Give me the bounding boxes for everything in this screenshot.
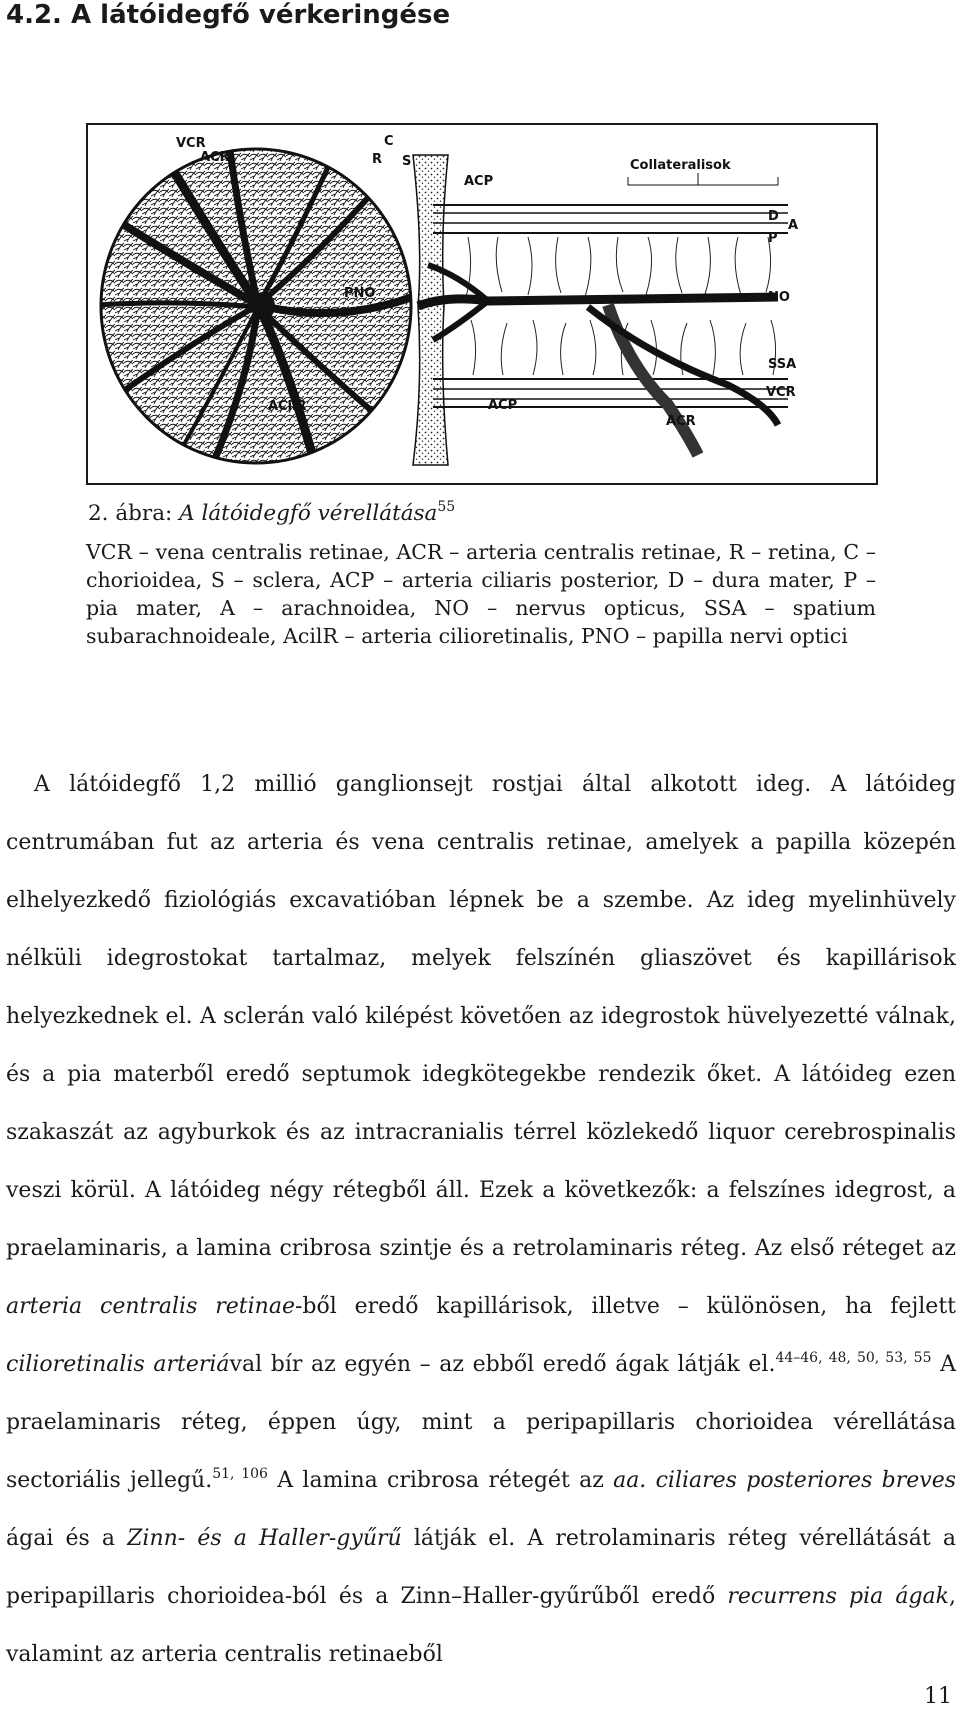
body-italic-4: Zinn- és a Haller-gyűrű xyxy=(127,1526,402,1551)
figure-caption xyxy=(86,500,876,650)
label-pno: PNO xyxy=(344,286,376,301)
body-segment-8: , valamint az arteria centralis retinaeből xyxy=(6,1584,956,1667)
body-segment-1: A látóidegfő 1,2 millió ganglionsejt rostjai által alkotott ideg. A látóideg centrumában fut az arteria és vena centralis retinae, amelyek a papilla közepén elhelyezkedő fiziológiás excavatióban lépnek be a szembe. Az ideg myelinhüvely nélküli idegrostokat tartalmaz, melyek felszínén gliaszövet és kapillárisok helyezkednek el. A sclerán való kilépést követően az idegrostok hüvelyezetté válnak, és a pia materből eredő septumok idegkötegekbe rendezik őket. A látóideg ezen szakaszát az agyburkok és az intracranialis térrel közlekedő liquor cerebrospinalis veszi körül. A látóideg négy rétegből áll. Ezek a következők: a felszínes idegrost, a praelaminaris, a lamina cribrosa szintje és a retrolaminaris réteg. Az első réteget az xyxy=(6,772,956,1261)
body-segment-7: látják el. A retrolaminaris réteg vérellátását a peripapillaris chorioidea-ból és a Zinn–Haller-gyűrűből eredő xyxy=(6,1526,956,1609)
label-r: R xyxy=(372,152,383,167)
body-paragraph xyxy=(6,756,956,1684)
body-italic-1: arteria centralis retinae xyxy=(6,1294,295,1319)
label-acp-top: ACP xyxy=(464,174,494,189)
label-a: A xyxy=(788,218,799,233)
label-acr-top: ACR xyxy=(200,150,230,165)
caption-reference: 55 xyxy=(437,499,456,515)
body-italic-3: aa. ciliares posteriores breves xyxy=(613,1468,956,1493)
optic-nerve-diagram xyxy=(88,125,876,483)
longitudinal-section-drawing xyxy=(413,155,788,465)
label-vcr-top: VCR xyxy=(176,136,206,151)
body-segment-5: A lamina cribrosa rétegét az xyxy=(267,1468,614,1493)
label-acp-bottom: ACP xyxy=(488,398,518,413)
label-acr-bottom: ACR xyxy=(666,414,696,429)
citation-2: 51, 106 xyxy=(212,1466,268,1482)
body-italic-2: cilioretinalis arteriá xyxy=(6,1352,230,1377)
caption-title: A látóidegfő vérellátása xyxy=(179,501,438,526)
label-c: C xyxy=(384,134,394,149)
caption-title-line xyxy=(86,500,876,528)
label-p: P xyxy=(768,231,778,246)
label-collateralisok: Collateralisok xyxy=(630,158,731,173)
figure-illustration xyxy=(86,123,878,485)
label-no: NO xyxy=(768,290,790,305)
body-segment-6: ágai és a xyxy=(6,1526,128,1551)
section-heading: 4.2. A látóidegfő vérkeringése xyxy=(6,0,451,30)
optic-disc-drawing xyxy=(98,135,418,475)
label-s: S xyxy=(402,154,412,169)
body-text xyxy=(6,756,956,1684)
label-acilr: ACilR xyxy=(268,399,307,414)
body-segment-3: val bír az egyén – az ebből eredő ágak látják el. xyxy=(229,1352,776,1377)
label-d: D xyxy=(768,209,779,224)
label-vcr-right: VCR xyxy=(766,385,796,400)
citation-1: 44–46, 48, 50, 53, 55 xyxy=(775,1350,932,1366)
body-segment-2: -ből eredő kapillárisok, illetve – különösen, ha fejlett xyxy=(294,1294,956,1319)
caption-legend: VCR – vena centralis retinae, ACR – arteria centralis retinae, R – retina, C – chorioidea, S – sclera, ACP – arteria ciliaris posterior, D – dura mater, P – pia mater, A – arachnoidea, NO – nervus opticus, SSA – spatium subarachnoideale, AcilR – arteria cilioretinalis, PNO – papilla nervi optici xyxy=(86,540,876,648)
body-segment-4: A praelaminaris réteg, éppen úgy, mint a peripapillaris chorioidea vérellátása sectoriális jellegű. xyxy=(6,1352,956,1493)
body-italic-5: recurrens pia ágak xyxy=(727,1584,949,1609)
caption-number: 2. ábra: xyxy=(88,501,173,526)
page-number: 11 xyxy=(924,1684,952,1709)
label-ssa: SSA xyxy=(768,357,797,372)
